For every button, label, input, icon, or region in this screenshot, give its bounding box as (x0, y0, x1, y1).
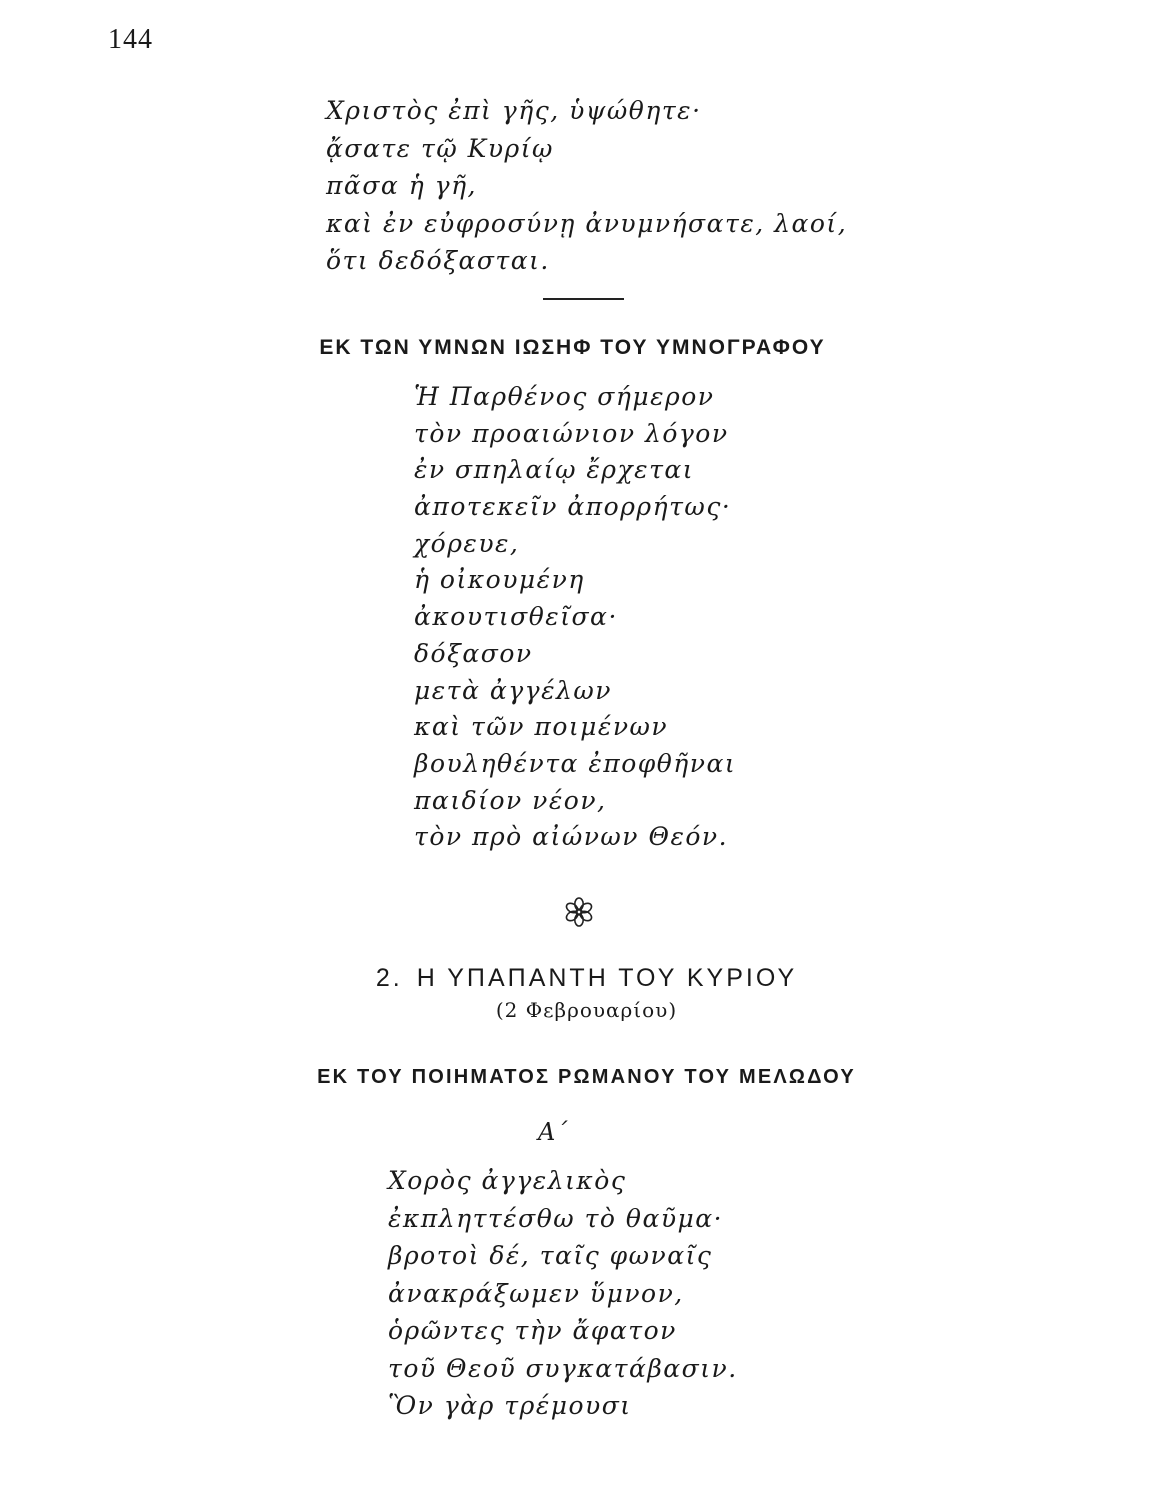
hymn-1-verses (326, 92, 847, 280)
verse-line: βουληθέντα ἐποφθῆναι (414, 748, 737, 778)
verse-line: Χριστὸς ἐπὶ γῆς, ὑψώθητε· (326, 96, 702, 125)
verse-line: ᾄσατε τῷ Κυρίῳ (326, 133, 554, 163)
verse-line: ἐν σπηλαίῳ ἔρχεται (414, 455, 695, 485)
verse-line: Χορὸς ἀγγελικὸς (388, 1166, 627, 1195)
verse-line: τοῦ Θεοῦ συγκατάβασιν. (388, 1353, 738, 1383)
verse-line: παιδίον νέον, (414, 785, 607, 815)
section-title (0, 964, 1173, 993)
verse-line: Ὃν γὰρ τρέμουσι (388, 1391, 632, 1420)
verse-line: ἀποτεκεῖν ἀπορρήτως· (414, 492, 732, 522)
verse-line: ὅτι δεδόξασται. (326, 246, 550, 275)
verse-line: χόρευε, (414, 528, 520, 558)
section-divider-rule (543, 298, 624, 300)
verse-line: τὸν προαιώνιον λόγον (414, 418, 729, 448)
verse-line: δόξασον (414, 638, 533, 668)
verse-line: βροτοὶ δέ, ταῖς φωναῖς (388, 1241, 713, 1270)
verse-line: ἐκπληττέσθω τὸ θαῦμα· (388, 1203, 724, 1233)
flower-ornament-icon (563, 896, 595, 928)
verse-line: Ἡ Παρθένος σήμερον (414, 382, 715, 411)
section-heading-romanos: ΕΚ ΤΟΥ ΠΟΙΗΜΑΤΟΣ ΡΩΜΑΝΟΥ ΤΟΥ ΜΕΛΩΔΟΥ (317, 1066, 856, 1088)
section-heading-joseph: ΕΚ ΤΩΝ ΥΜΝΩΝ ΙΩΣΗΦ ΤΟΥ ΥΜΝΟΓΡΑΦΟΥ (319, 336, 826, 359)
verse-line: πᾶσα ἡ γῆ, (326, 171, 477, 200)
verse-line: καὶ ἐν εὐφροσύνῃ ἀνυμνήσατε, λαοί, (326, 208, 848, 238)
section-number: 2. (375, 964, 403, 992)
hymn-2-verses (414, 379, 736, 856)
section-date: (2 Φεβρουαρίου) (495, 998, 678, 1022)
verse-line: μετὰ ἀγγέλων (414, 675, 612, 705)
page-number: 144 (108, 24, 153, 55)
verse-line: τὸν πρὸ αἰώνων Θεόν. (414, 822, 729, 852)
verse-line: ἀνακράξωμεν ὕμνον, (388, 1278, 684, 1308)
verse-line: ἡ οἰκουμένη (414, 565, 585, 595)
verse-line: καὶ τῶν ποιμένων (414, 712, 669, 742)
stanza-label: Α΄ (538, 1118, 568, 1146)
section-title-text: Η ΥΠΑΠΑΝΤΗ ΤΟΥ ΚΥΡΙΟΥ (416, 964, 798, 992)
hymn-3-verses (388, 1162, 738, 1425)
verse-line: ὁρῶντες τὴν ἄφατον (388, 1316, 677, 1345)
verse-line: ἀκουτισθεῖσα· (414, 602, 618, 632)
